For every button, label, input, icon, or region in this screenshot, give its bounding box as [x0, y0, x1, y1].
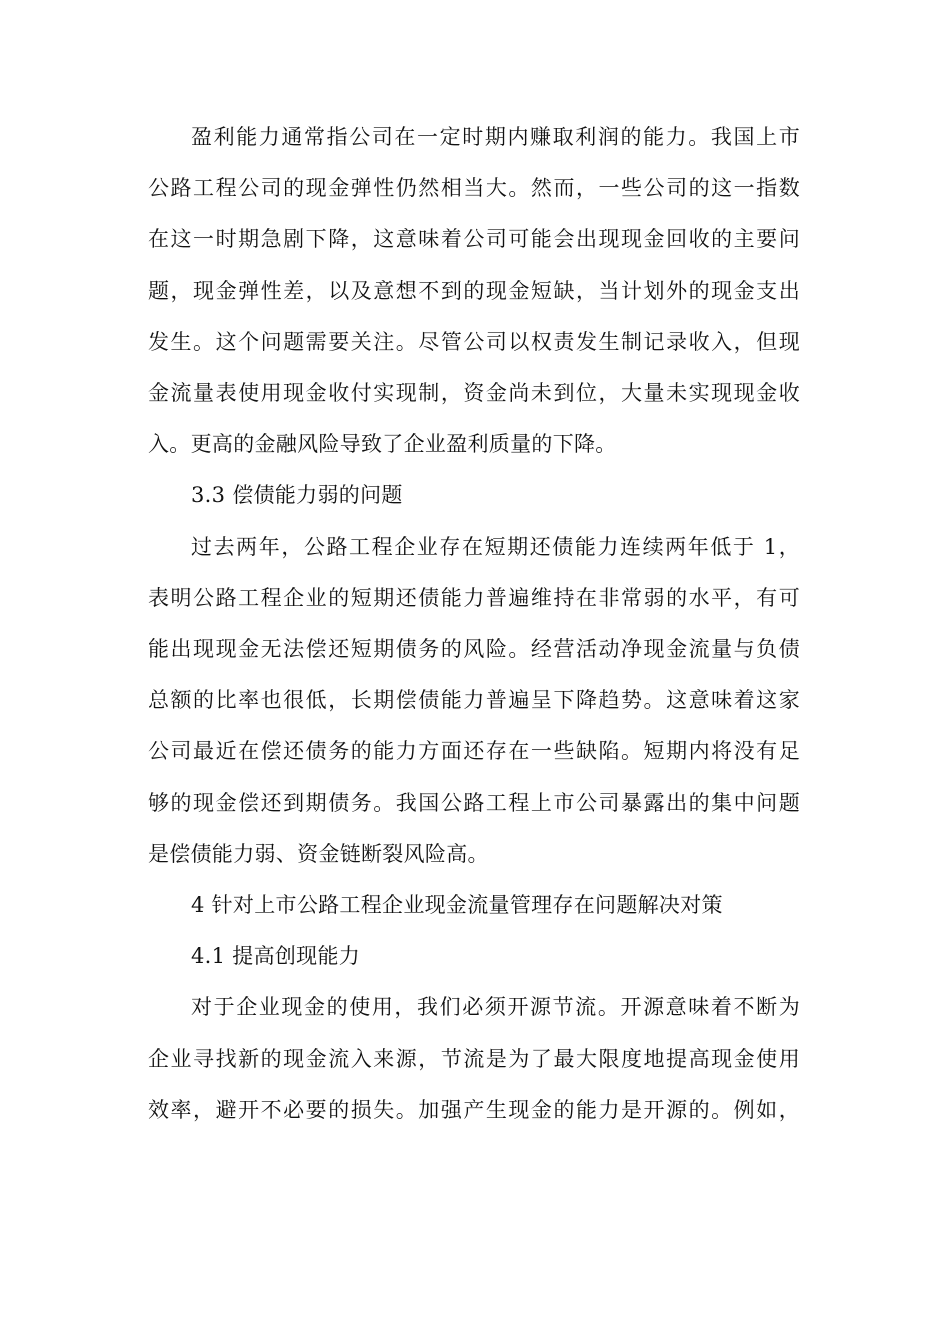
- section-heading-3-3: [148, 470, 800, 521]
- text-line: 在这一时期急剧下降，这意味着公司可能会出现现金回收的主要问: [148, 227, 800, 252]
- heading-text: 3.3 偿债能力弱的问题: [191, 483, 403, 508]
- text-line: 发生。这个问题需要关注。尽管公司以权责发生制记录收入，但现: [148, 329, 800, 354]
- text-line: 够的现金偿还到期债务。我国公路工程上市公司暴露出的集中问题: [148, 790, 800, 815]
- text-line: 金流量表使用现金收付实现制，资金尚未到位，大量未实现现金收: [148, 381, 800, 406]
- text-line: 公司最近在偿还债务的能力方面还存在一些缺陷。短期内将没有足: [148, 739, 800, 764]
- text-line: 能出现现金无法偿还短期债务的风险。经营活动净现金流量与负债: [148, 637, 800, 662]
- text-line: 盈利能力通常指公司在一定时期内赚取利润的能力。我国上市: [191, 125, 800, 149]
- document-body: [148, 112, 800, 1136]
- paragraph-cash-generation: [148, 982, 800, 1136]
- text-line: 过去两年，公路工程企业存在短期还债能力连续两年低于 1，: [191, 534, 800, 559]
- section-heading-4: [148, 880, 800, 931]
- text-line: 总额的比率也很低，长期偿债能力普遍呈下降趋势。这意味着这家: [148, 688, 800, 713]
- heading-text: 4 针对上市公路工程企业现金流量管理存在问题解决对策: [191, 893, 723, 918]
- paragraph-profitability: [148, 112, 800, 470]
- paragraph-solvency: [148, 522, 800, 880]
- text-line: 入。更高的金融风险导致了企业盈利质量的下降。: [148, 432, 617, 457]
- text-line: 是偿债能力弱、资金链断裂风险高。: [148, 841, 489, 866]
- text-line: 效率，避开不必要的损失。加强产生现金的能力是开源的。例如，: [148, 1097, 800, 1122]
- section-heading-4-1: [148, 931, 800, 982]
- text-line: 公路工程公司的现金弹性仍然相当大。然而，一些公司的这一指数: [148, 176, 800, 201]
- text-line: 对于企业现金的使用，我们必须开源节流。开源意味着不断为: [191, 995, 800, 1020]
- text-line: 表明公路工程企业的短期还债能力普遍维持在非常弱的水平，有可: [148, 585, 800, 610]
- heading-text: 4.1 提高创现能力: [191, 944, 361, 969]
- text-line: 题，现金弹性差，以及意想不到的现金短缺，当计划外的现金支出: [148, 278, 800, 303]
- text-line: 企业寻找新的现金流入来源，节流是为了最大限度地提高现金使用: [148, 1046, 800, 1071]
